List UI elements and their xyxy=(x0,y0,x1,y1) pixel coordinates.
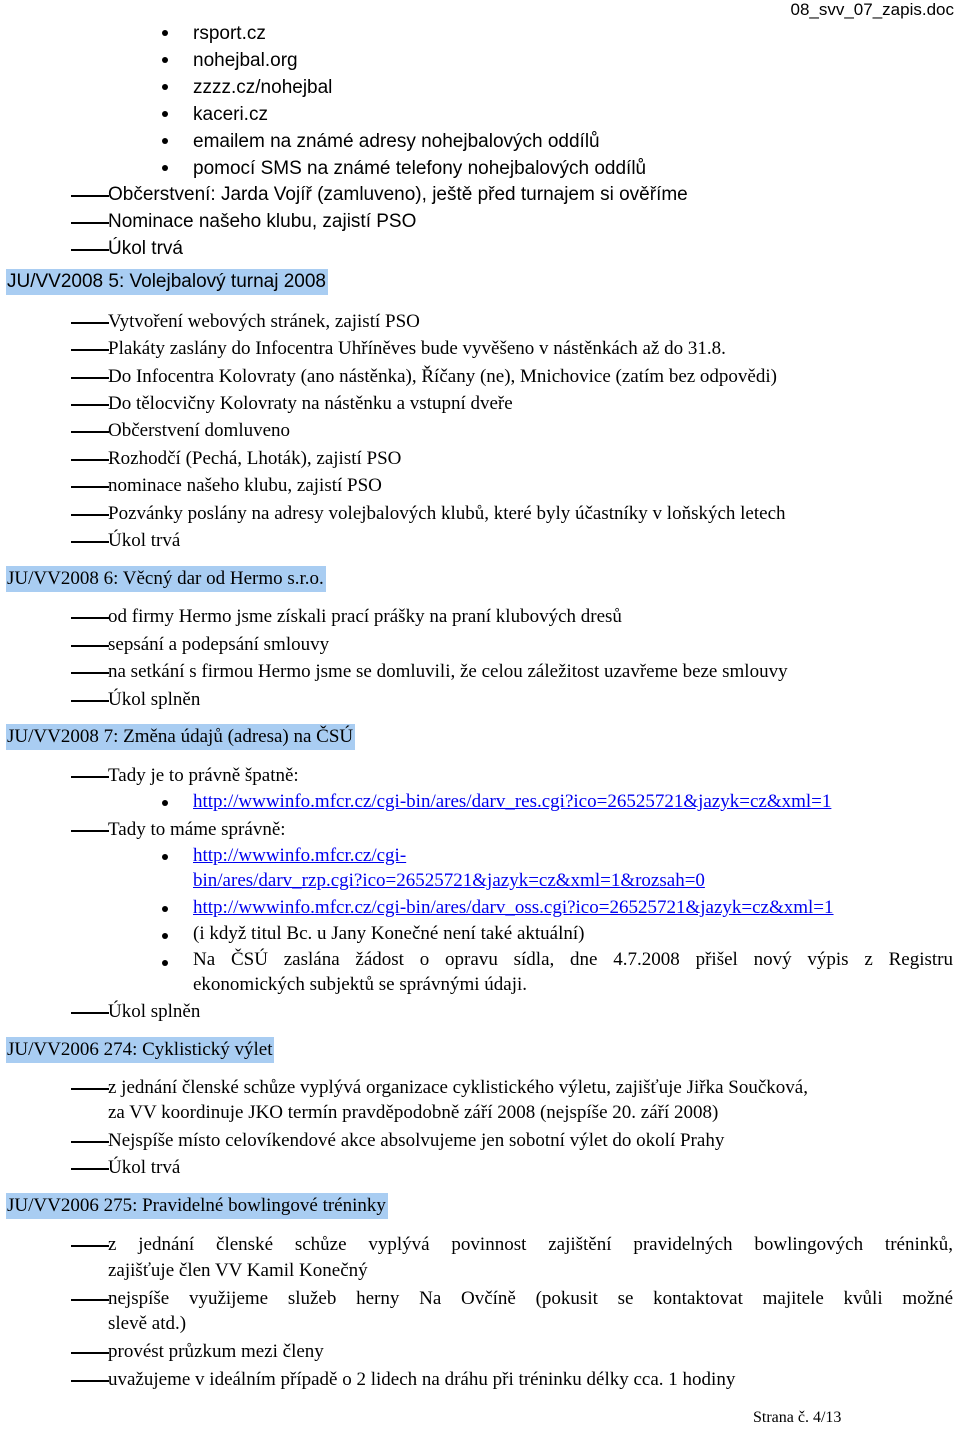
dash-icon xyxy=(71,541,109,543)
dash-icon xyxy=(71,1299,109,1301)
bullet-icon xyxy=(162,30,168,36)
list-item: emailem na známé adresy nohejbalových oddílů xyxy=(193,131,600,152)
dash-icon xyxy=(71,700,109,702)
document-filename: 08_svv_07_zapis.doc xyxy=(790,0,954,19)
list-item: Úkol trvá xyxy=(108,1157,181,1178)
dash-icon xyxy=(71,195,109,197)
dash-icon xyxy=(71,1168,109,1170)
dash-icon xyxy=(71,349,109,351)
list-item: Plakáty zaslány do Infocentra Uhříněves bude vyvěšeno v nástěnkách až do 31.8. xyxy=(108,338,726,359)
bullet-icon xyxy=(162,800,168,806)
ares-link-rzp-part2[interactable]: bin/ares/darv_rzp.cgi?ico=26525721&jazyk=cz&xml=1&rozsah=0 xyxy=(193,870,705,891)
list-item: zzzz.cz/nohejbal xyxy=(193,77,333,98)
list-item: Do tělocvičny Kolovraty na nástěnku a vstupní dveře xyxy=(108,393,513,414)
dash-icon xyxy=(71,431,109,433)
dash-icon xyxy=(71,1141,109,1143)
list-item: Úkol trvá xyxy=(108,530,181,551)
dash-icon xyxy=(71,249,109,251)
list-item: Tady je to právně špatně: xyxy=(108,765,299,786)
list-item: kaceri.cz xyxy=(193,104,268,125)
list-item: z jednání členské schůze vyplývá povinnost zajištění pravidelných bowlingových tréninků, xyxy=(108,1234,953,1255)
dash-icon xyxy=(71,617,109,619)
dash-icon xyxy=(71,672,109,674)
dash-icon xyxy=(71,1352,109,1354)
dash-icon xyxy=(71,1012,109,1014)
list-item: Občerstvení: Jarda Vojíř (zamluveno), ještě před turnajem si ověříme xyxy=(108,184,688,205)
list-item: Vytvoření webových stránek, zajistí PSO xyxy=(108,311,420,332)
list-item: nejspíše využijeme služeb herny Na Ovčíně (pokusit se kontaktovat majitele kvůli možné xyxy=(108,1288,953,1309)
bullet-icon xyxy=(162,138,168,144)
list-item: provést průzkum mezi členy xyxy=(108,1341,324,1362)
section-heading: JU/VV2008 5: Volejbalový turnaj 2008 xyxy=(6,269,328,295)
ares-link-rzp-part1[interactable]: http://wwwinfo.mfcr.cz/cgi- xyxy=(193,845,407,866)
list-item: Úkol splněn xyxy=(108,1001,201,1022)
section-heading: JU/VV2006 274: Cyklistický výlet xyxy=(6,1037,274,1063)
list-item: Tady to máme správně: xyxy=(108,819,286,840)
list-item-continuation: zajišťuje člen VV Kamil Konečný xyxy=(108,1260,368,1281)
dash-icon xyxy=(71,514,109,516)
list-item-continuation: ekonomických subjektů se správnými údaji. xyxy=(193,974,528,995)
list-item: pomocí SMS na známé telefony nohejbalových oddílů xyxy=(193,158,647,179)
list-item: Úkol trvá xyxy=(108,238,183,259)
list-item: Nejspíše místo celovíkendové akce absolvujeme jen sobotní výlet do okolí Prahy xyxy=(108,1130,725,1151)
bullet-icon xyxy=(162,57,168,63)
section-heading: JU/VV2006 275: Pravidelné bowlingové tréninky xyxy=(6,1193,388,1219)
ares-link-oss[interactable]: http://wwwinfo.mfcr.cz/cgi-bin/ares/darv_oss.cgi?ico=26525721&jazyk=cz&xml=1 xyxy=(193,897,834,918)
dash-icon xyxy=(71,830,109,832)
list-item: Úkol splněn xyxy=(108,689,201,710)
list-item: uvažujeme v ideálním případě o 2 lidech na dráhu při tréninku délky cca. 1 hodiny xyxy=(108,1369,736,1390)
list-item: Na ČSÚ zaslána žádost o opravu sídla, dne 4.7.2008 přišel nový výpis z Registru xyxy=(193,949,953,970)
list-item: nohejbal.org xyxy=(193,50,298,71)
list-item: na setkání s firmou Hermo jsme se domluvili, že celou záležitost uzavřeme beze smlouvy xyxy=(108,661,788,682)
dash-icon xyxy=(71,1380,109,1382)
dash-icon xyxy=(71,776,109,778)
list-item: (i když titul Bc. u Jany Konečné není také aktuální) xyxy=(193,923,585,944)
bullet-icon xyxy=(162,854,168,860)
ares-link-res[interactable]: http://wwwinfo.mfcr.cz/cgi-bin/ares/darv_res.cgi?ico=26525721&jazyk=cz&xml=1 xyxy=(193,791,832,812)
list-item: Rozhodčí (Pechá, Lhoták), zajistí PSO xyxy=(108,448,402,469)
list-item: od firmy Hermo jsme získali prací prášky na praní klubových dresů xyxy=(108,606,622,627)
list-item-continuation: za VV koordinuje JKO termín pravděpodobně září 2008 (nejspíše 20. září 2008) xyxy=(108,1102,719,1123)
bullet-icon xyxy=(162,906,168,912)
section-heading: JU/VV2008 7: Změna údajů (adresa) na ČSÚ xyxy=(6,724,355,750)
section-heading: JU/VV2008 6: Věcný dar od Hermo s.r.o. xyxy=(6,566,326,592)
dash-icon xyxy=(71,486,109,488)
list-item: z jednání členské schůze vyplývá organizace cyklistického výletu, zajišťuje Jiřka Součková, xyxy=(108,1077,808,1098)
dash-icon xyxy=(71,222,109,224)
dash-icon xyxy=(71,459,109,461)
list-item: Do Infocentra Kolovraty (ano nástěnka), Říčany (ne), Mnichovice (zatím bez odpovědi) xyxy=(108,366,777,387)
list-item: Nominace našeho klubu, zajistí PSO xyxy=(108,211,417,232)
list-item: nominace našeho klubu, zajistí PSO xyxy=(108,475,382,496)
list-item: rsport.cz xyxy=(193,23,266,44)
dash-icon xyxy=(71,1088,109,1090)
list-item: Občerstvení domluveno xyxy=(108,420,291,441)
dash-icon xyxy=(71,377,109,379)
dash-icon xyxy=(71,404,109,406)
list-item: sepsání a podepsání smlouvy xyxy=(108,634,330,655)
list-item-continuation: slevě atd.) xyxy=(108,1313,187,1334)
bullet-icon xyxy=(162,165,168,171)
bullet-icon xyxy=(162,111,168,117)
dash-icon xyxy=(71,1245,109,1247)
bullet-icon xyxy=(162,84,168,90)
dash-icon xyxy=(71,322,109,324)
page-number: Strana č. 4/13 xyxy=(753,1409,842,1426)
list-item: Pozvánky poslány na adresy volejbalových klubů, které byly účastníky v loňských letech xyxy=(108,503,786,524)
bullet-icon xyxy=(162,933,168,939)
dash-icon xyxy=(71,645,109,647)
bullet-icon xyxy=(162,960,168,966)
